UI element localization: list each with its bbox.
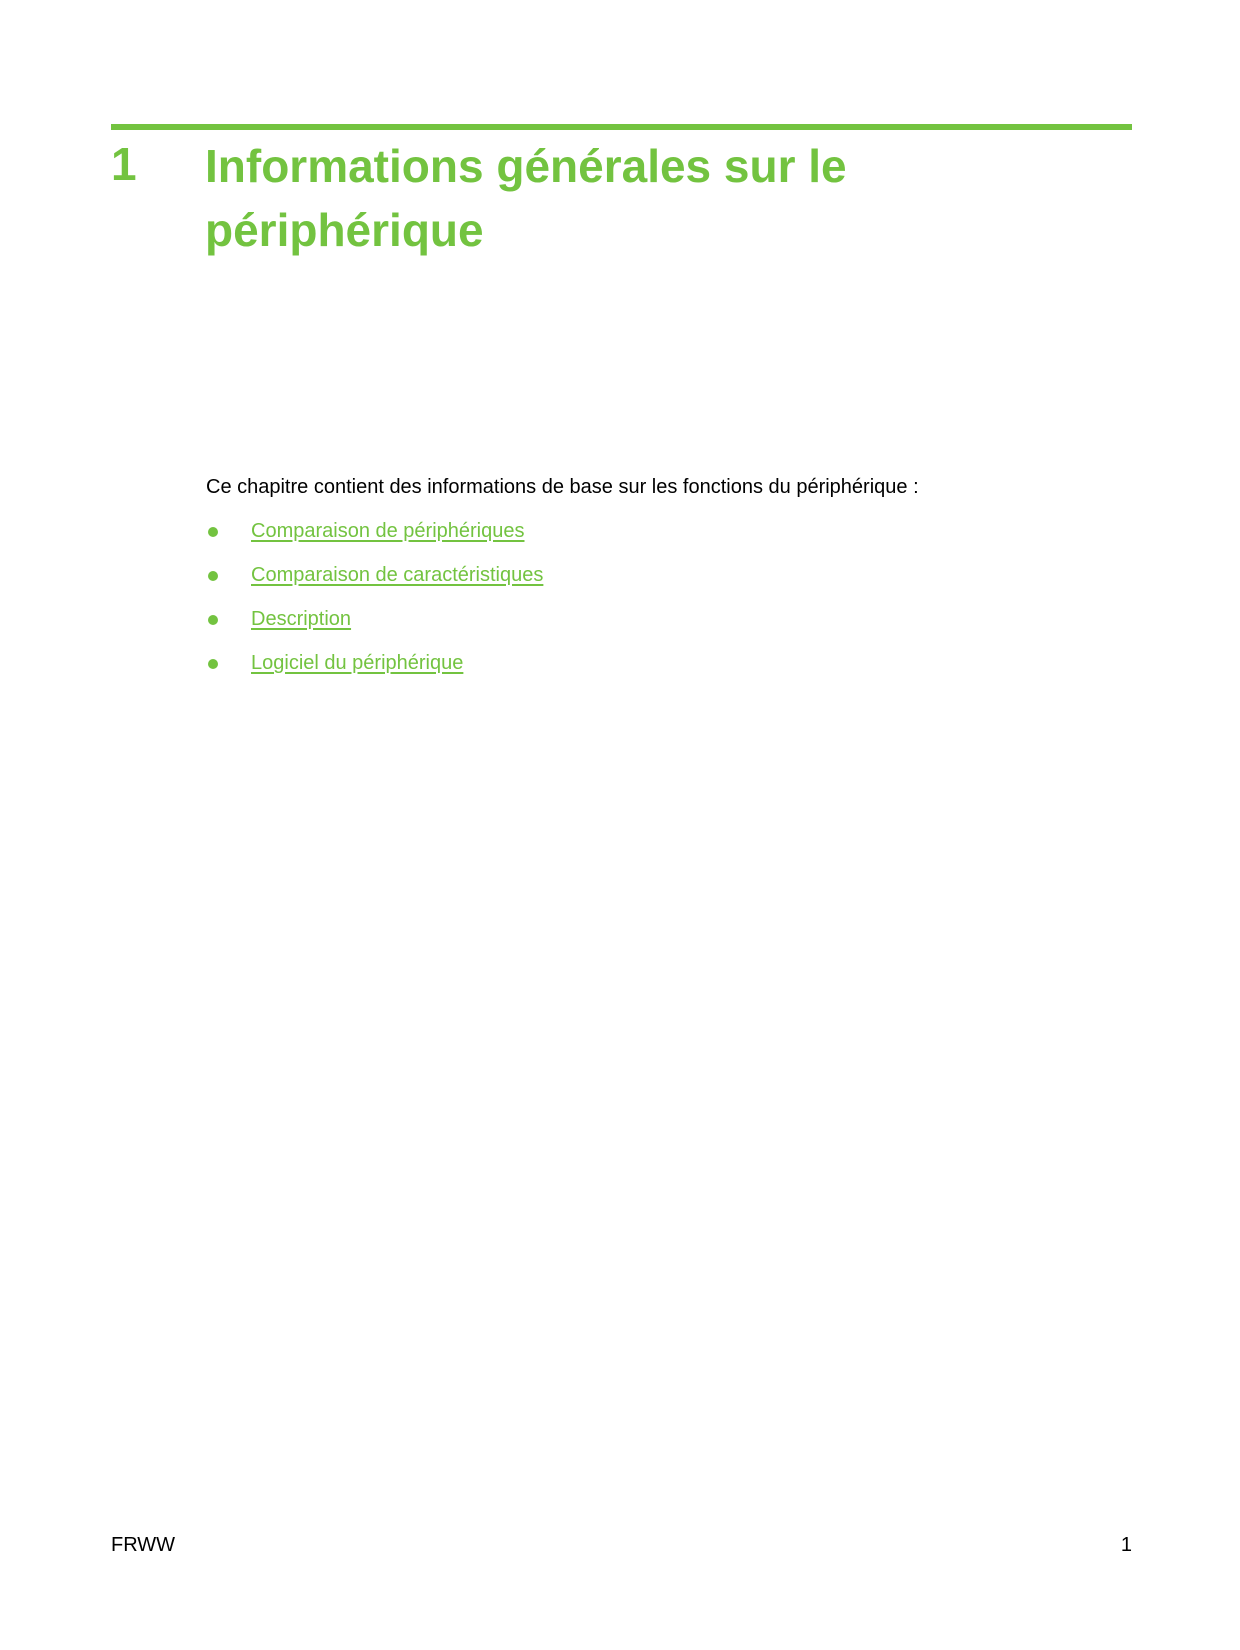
- chapter-title: Informations générales sur le périphérique: [205, 140, 847, 256]
- intro-paragraph: Ce chapitre contient des informations de base sur les fonctions du périphérique :: [206, 476, 919, 498]
- chapter-header-rule: [111, 124, 1132, 130]
- bullet-icon: [208, 527, 218, 537]
- bullet-icon: [208, 571, 218, 581]
- link-comparaison-peripheriques[interactable]: Comparaison de périphériques: [251, 520, 525, 542]
- bullet-icon: [208, 615, 218, 625]
- link-logiciel-peripherique[interactable]: Logiciel du périphérique: [251, 652, 464, 674]
- bullet-icon: [208, 659, 218, 669]
- link-description[interactable]: Description: [251, 608, 352, 630]
- footer-doc-code: FRWW: [111, 1534, 176, 1556]
- chapter-number: 1: [111, 138, 137, 190]
- link-comparaison-caracteristiques[interactable]: Comparaison de caractéristiques: [251, 564, 544, 586]
- footer-page-number: 1: [1120, 1534, 1132, 1556]
